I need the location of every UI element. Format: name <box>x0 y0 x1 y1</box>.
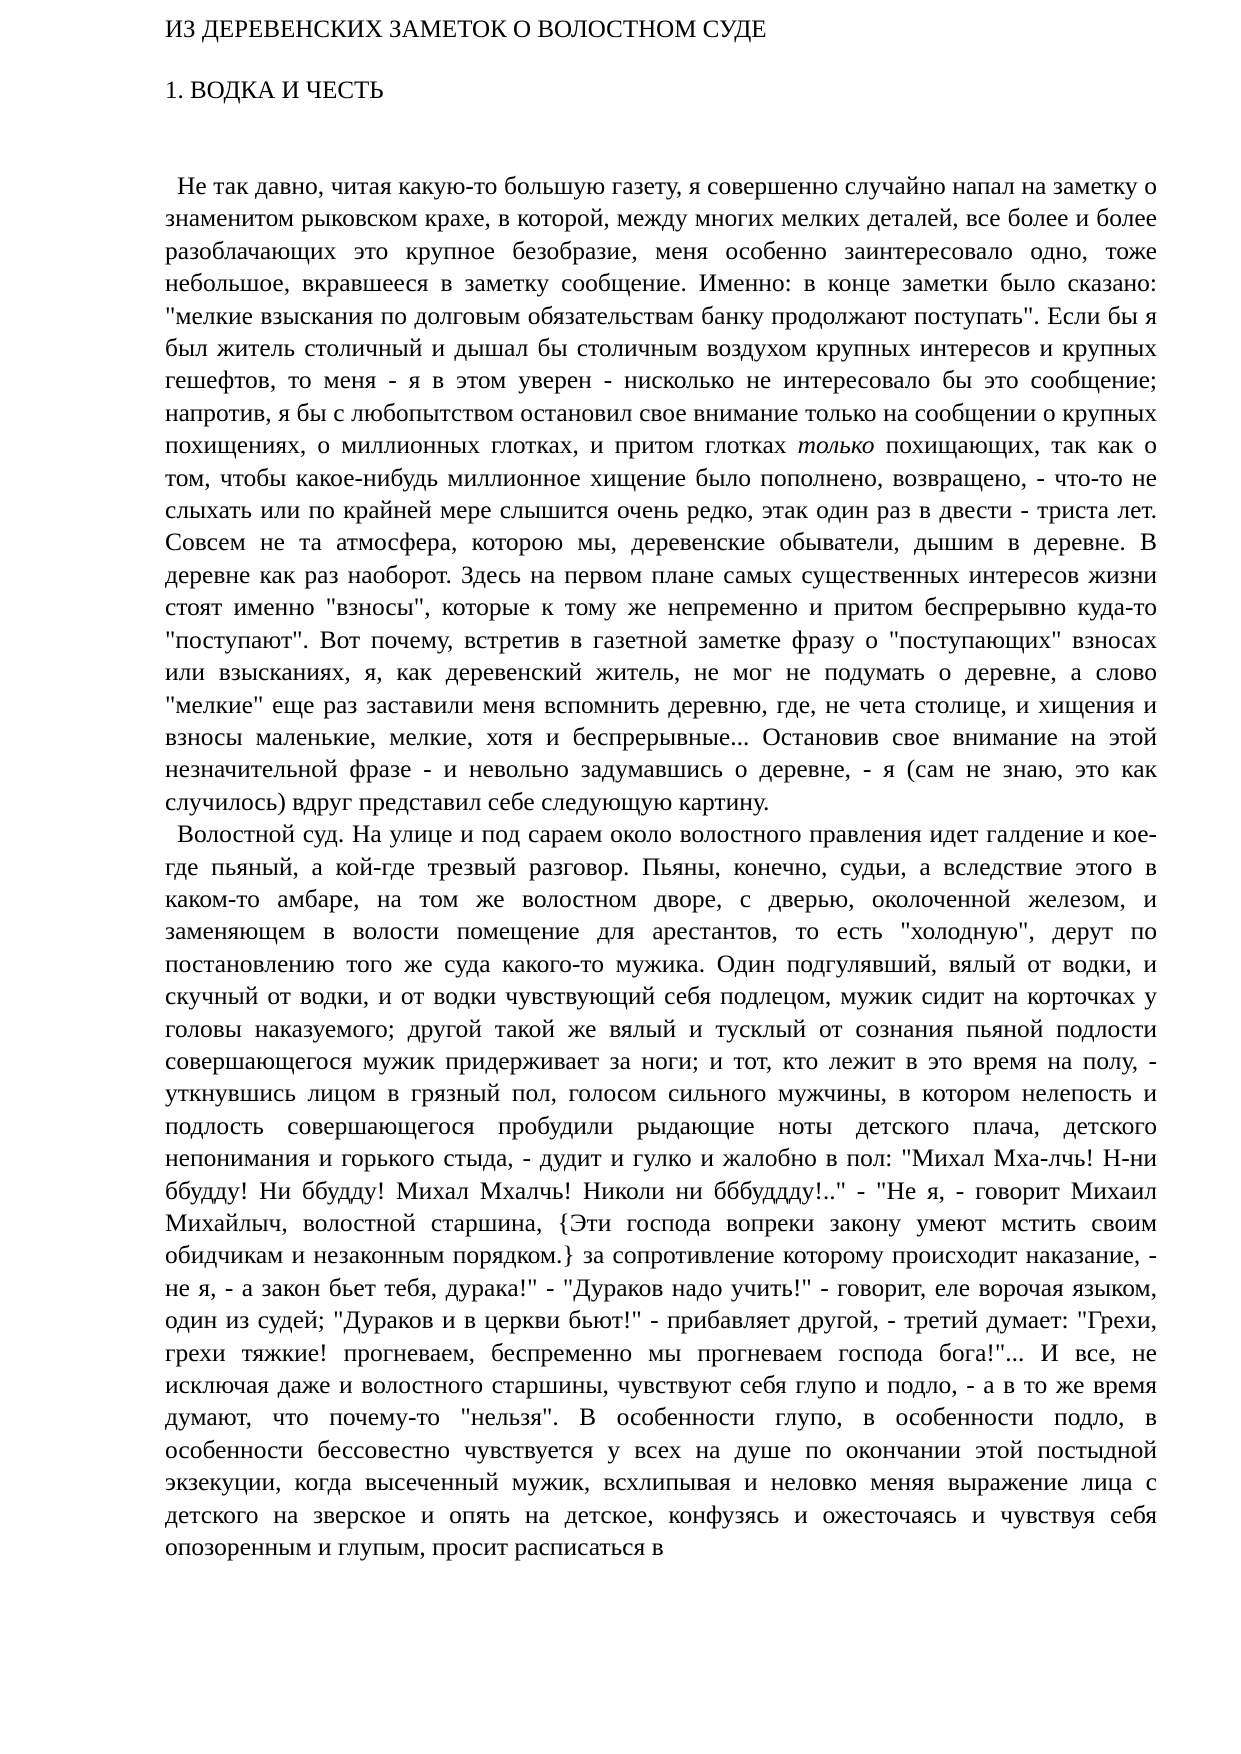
paragraph-1 <box>165 170 1157 818</box>
chapter-title: 1. ВОДКА И ЧЕСТЬ <box>165 77 384 104</box>
paragraph-1-part-2: похищающих, так как о том, чтобы какое-нибудь миллионное хищение было пополнено, возвращено, - что-то не слыхать или по крайней мере слышится очень редко, этак один раз в двести - триста лет. Совсем не та атмосфера, которою мы, деревенские обыватели, дышим в деревне. В деревне как раз наоборот. Здесь на первом плане самых существенных интересов жизни стоят именно "взносы", которые к тому же непременно и притом беспрерывно куда-то "поступают". Вот почему, встретив в газетной заметке фразу о "поступающих" взносах или взысканиях, я, как деревенский житель, не мог не подумать о деревне, а слово "мелкие" еще раз заставили меня вспомнить деревню, где, не чета столице, и хищения и взносы маленькие, мелкие, хотя и беспрерывные... Остановив свое внимание на этой незначительной фразе - и невольно задумавшись о деревне, - я (сам не знаю, это как случилось) вдруг представил себе следующую картину. <box>165 430 1158 816</box>
document-title: ИЗ ДЕРЕВЕНСКИХ ЗАМЕТОК О ВОЛОСТНОМ СУДЕ <box>165 16 767 43</box>
emphasis-word: только <box>797 430 875 460</box>
paragraph-1-part-1: Не так давно, читая какую-то большую газету, я совершенно случайно напал на заметку о знаменитом рыковском крахе, в которой, между многих мелких деталей, все более и более разоблачающих это крупное безобразие, меня особенно заинтересовало одно, тоже небольшое, вкравшееся в заметку сообщение. Именно: в конце заметки было сказано: "мелкие взыскания по долговым обязательствам банку продолжают поступать". Если бы я был житель столичный и дышал бы столичным воздухом крупных интересов и крупных гешефтов, то меня - я в этом уверен - нисколько не интересовало бы это сообщение; напротив, я бы с любопытством остановил свое внимание только на сообщении о крупных похищениях, о миллионных глотках, и притом глотках <box>165 171 1157 460</box>
paragraph-2: Волостной суд. На улице и под сараем около волостного правления идет галдение и кое-где пьяный, а кой-где трезвый разговор. Пьяны, конечно, судьи, а вследствие этого в каком-то амбаре, на том же волостном дворе, с дверью, околоченной железом, и заменяющем в волости помещение для арестантов, то есть "холодную", дерут по постановлению того же суда какого-то мужика. Один подгулявший, вялый от водки, и скучный от водки, и от водки чувствующий себя подлецом, мужик сидит на корточках у головы наказуемого; другой такой же вялый и тусклый от сознания пьяной подлости совершающегося мужик придерживает за ноги; и тот, кто лежит в это время на полу, - уткнувшись лицом в грязный пол, голосом сильного мужчины, в котором нелепость и подлость совершающегося пробудили рыдающие ноты детского плача, детского непонимания и горького стыда, - дудит и гулко и жалобно в пол: "Михал Мха-лчь! Н-ни ббудду! Ни ббудду! Михал Мхалчь! Николи ни бббуддду!.." - "Не я, - говорит Михаил Михайлыч, волостной старшина, {Эти господа вопреки закону умеют мстить своим обидчикам и незаконным порядком.} за сопротивление которому происходит наказание, - не я, - а закон бьет тебя, дурака!" - "Дураков надо учить!" - говорит, еле ворочая языком, один из судей; "Дураков и в церкви бьют!" - прибавляет другой, - третий думает: "Грехи, грехи тяжкие! прогневаем, беспременно мы прогневаем господа бога!"... И все, не исключая даже и волостного старшины, чувствуют себя глупо и подло, - а в то же время думают, что почему-то "нельзя". В особенности глупо, в особенности подло, в особенности бессовестно чувствуется у всех на душе по окончании этой постыдной экзекуции, когда высеченный мужик, всхлипывая и неловко меняя выражение лица с детского на зверское и опять на детское, конфузясь и ожесточаясь и чувствуя себя опозоренным и глупым, просит расписаться в <box>165 819 1157 1562</box>
body-text <box>165 170 1157 1563</box>
